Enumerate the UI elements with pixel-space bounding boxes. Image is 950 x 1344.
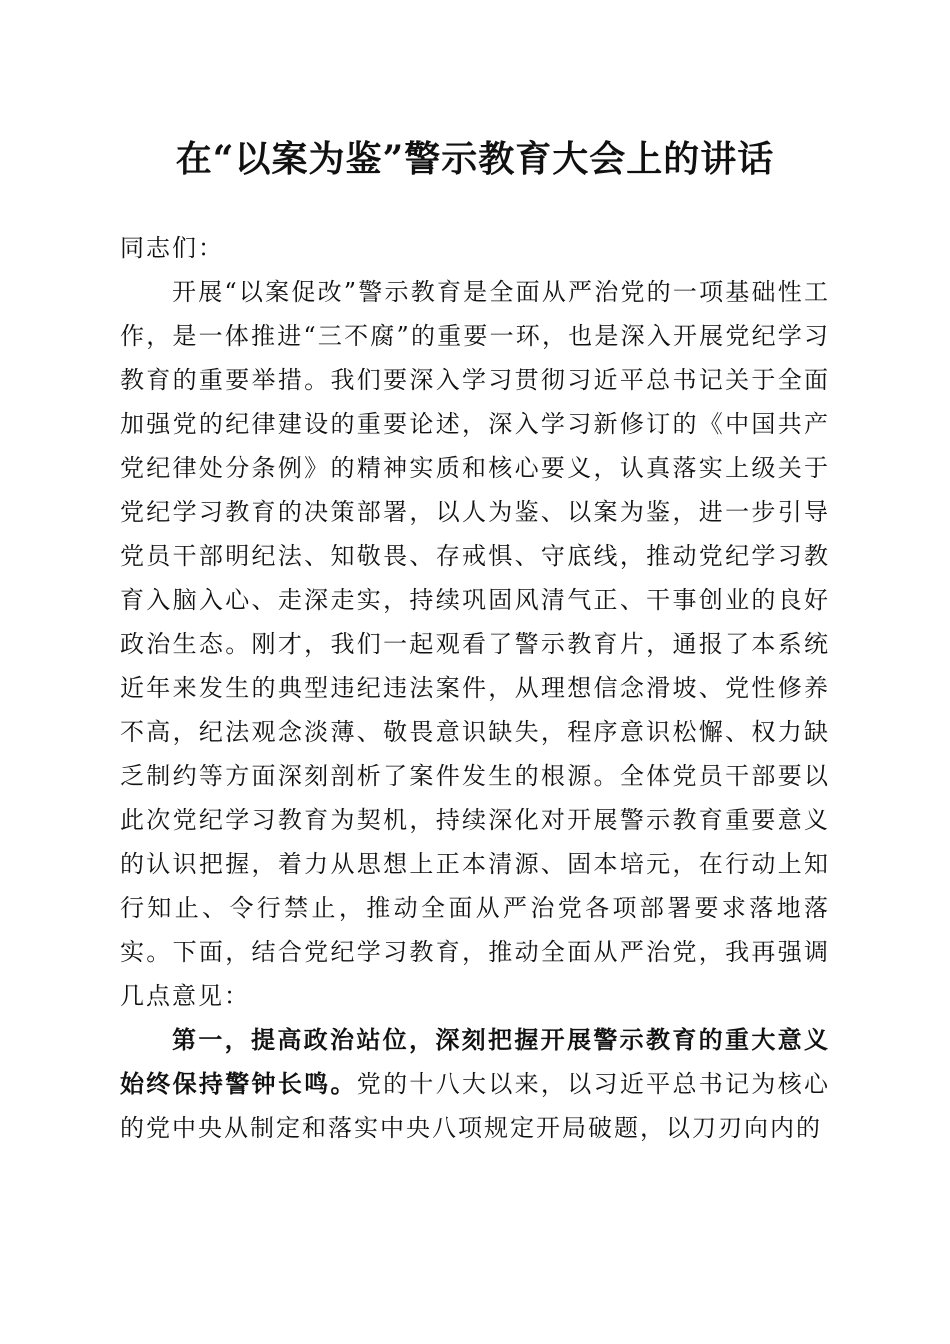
paragraph-2-lead: 第一，提高政治站位，深刻把握开展警示教育的重大意义始终保持警钟长鸣。 [120,1025,830,1098]
document-body [120,226,830,1150]
paragraph-2-text: 党的十八大以来，以习近平总书记为核心的党中央从制定和落实中央八项规定开局破题，以刀刃向内的 [120,1070,831,1142]
paragraph-2 [120,1018,830,1150]
document-title: 在“以案为鉴”警示教育大会上的讲话 [175,138,775,180]
salutation: 同志们： [120,234,224,262]
paragraph-1: 开展“以案促改”警示教育是全面从严治党的一项基础性工作，是一体推进“三不腐”的重要一环，也是深入开展党纪学习教育的重要举措。我们要深入学习贯彻习近平总书记关于全面加强党的纪律建设的重要论述，深入学习新修订的《中国共产党纪律处分条例》的精神实质和核心要义，认真落实上级关于党纪学习教育的决策部署，以人为鉴、以案为鉴，进一步引导党员干部明纪法、知敬畏、存戒惧、守底线，推动党纪学习教育入脑入心、走深走实，持续巩固风清气正、干事创业的良好政治生态。刚才，我们一起观看了警示教育片，通报了本系统近年来发生的典型违纪违法案件，从理想信念滑坡、党性修养不高，纪法观念淡薄、敬畏意识缺失，程序意识松懈、权力缺乏制约等方面深刻剖析了案件发生的根源。全体党员干部要以此次党纪学习教育为契机，持续深化对开展警示教育重要意义的认识把握，着力从思想上正本清源、固本培元，在行动上知行知止、令行禁止，推动全面从严治党各项部署要求落地落实。下面，结合党纪学习教育，推动全面从严治党，我再强调几点意见： [120,278,830,1010]
